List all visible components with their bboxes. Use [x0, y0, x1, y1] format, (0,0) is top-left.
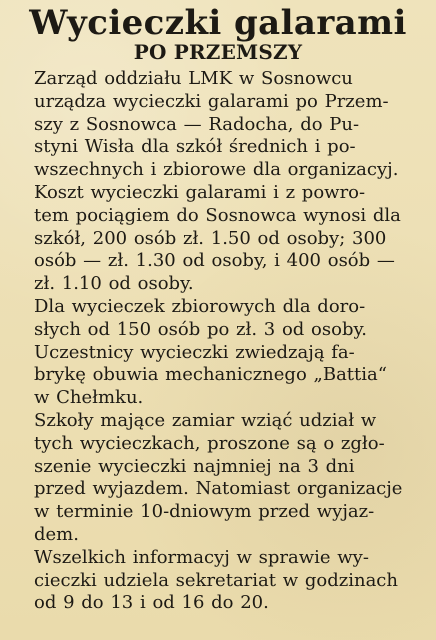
article-paragraph	[10, 547, 426, 615]
text-line: Zarząd oddziału LMK w Sosnowcu	[34, 68, 353, 89]
text-line: słych od 150 osób po zł. 3 od osoby.	[34, 318, 367, 340]
article-paragraph	[10, 68, 426, 182]
article-paragraph	[10, 410, 426, 547]
text-line: przed wyjazdem. Natomiast organizacje	[34, 478, 403, 500]
text-line: Uczestnicy wycieczki zwiedzają fa-	[34, 341, 355, 363]
text-line: styni Wisła dla szkół średnich i po-	[34, 136, 356, 158]
text-line: urządza wycieczki galarami po Przem-	[34, 90, 389, 112]
article-paragraph	[10, 296, 426, 342]
text-line: od 9 do 13 i od 16 do 20.	[34, 592, 269, 614]
text-line: Dla wycieczek zbiorowych dla doro-	[34, 295, 366, 317]
article-title: Wycieczki galarami	[29, 3, 407, 43]
text-line: dem.	[34, 523, 79, 545]
text-line: zł. 1.10 od osoby.	[34, 273, 194, 295]
text-line: tem pociągiem do Sosnowca wynosi dla	[34, 204, 401, 226]
text-line: Szkoły mające zamiar wziąć udział w	[34, 409, 377, 431]
article-subtitle: PO PRZEMSZY	[133, 40, 303, 64]
text-line: cieczki udziela sekretariat w godzinach	[34, 569, 398, 591]
text-line: Wszelkich informacyj w sprawie wy-	[34, 546, 369, 568]
text-line: w terminie 10-dniowym przed wyjaz-	[34, 501, 375, 523]
article-paragraph	[10, 182, 426, 296]
text-line: osób — zł. 1.30 od osoby, i 400 osób —	[34, 250, 395, 272]
article-paragraph	[10, 342, 426, 410]
text-line: tych wycieczkach, proszone są o zgło-	[34, 432, 385, 454]
text-line: szenie wycieczki najmniej na 3 dni	[34, 455, 355, 477]
text-line: brykę obuwia mechanicznego „Battia“	[34, 364, 387, 386]
text-line: wszechnych i zbiorowe dla organizacyj.	[34, 159, 399, 181]
article-body	[10, 68, 426, 615]
text-line: w Chełmku.	[34, 387, 144, 409]
text-line: szy z Sosnowca — Radocha, do Pu-	[34, 113, 360, 135]
text-line: szkół, 200 osób zł. 1.50 od osoby; 300	[34, 227, 387, 249]
text-line: Koszt wycieczki galarami i z powro-	[34, 181, 366, 203]
